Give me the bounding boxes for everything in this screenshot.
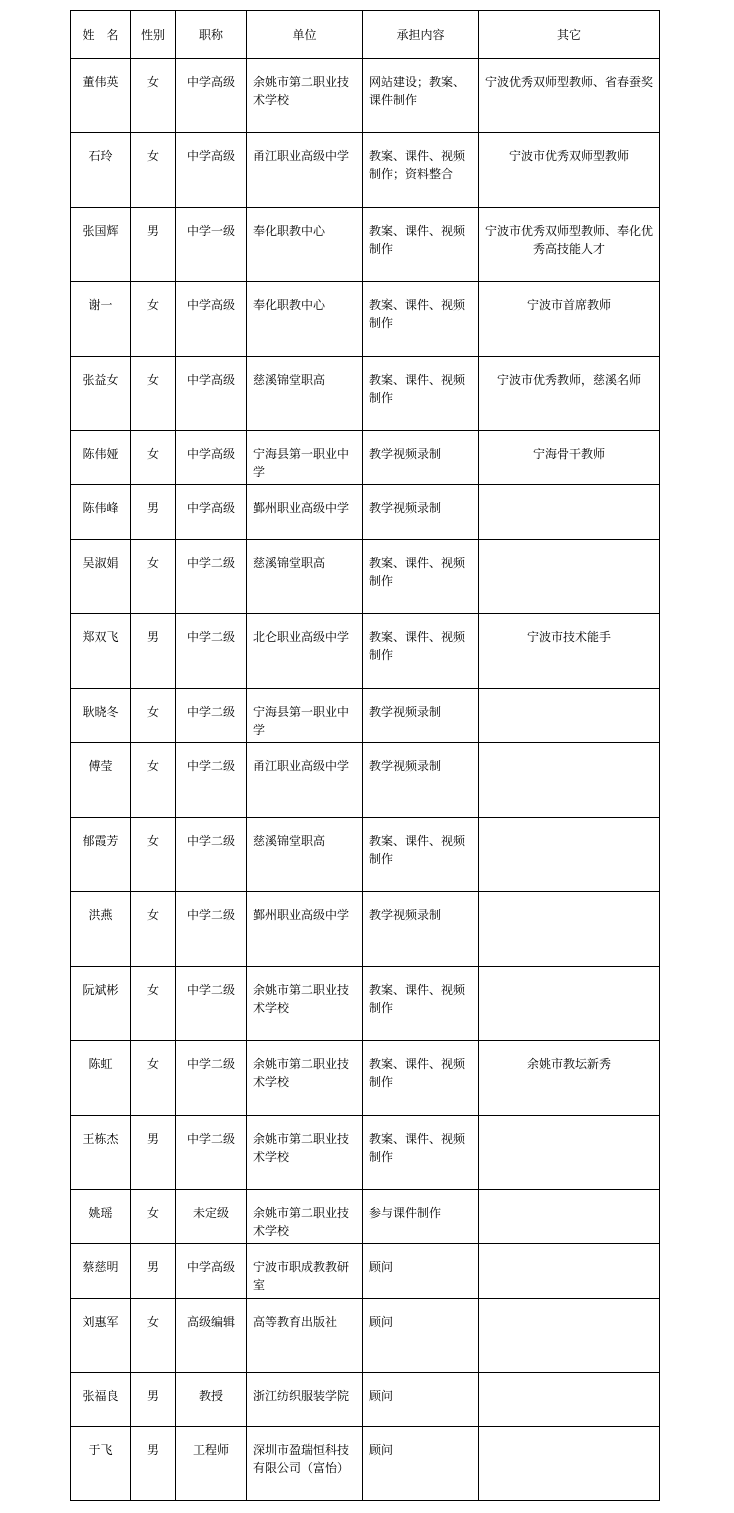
task-cell: 教案、课件、视频制作；资料整合 <box>363 133 479 208</box>
unit-cell: 余姚市第二职业技术学校 <box>247 1190 363 1244</box>
other-cell <box>479 967 660 1041</box>
table-row <box>71 1190 660 1244</box>
table-row <box>71 614 660 689</box>
other-cell: 宁波市优秀双师型教师、奉化优秀高技能人才 <box>479 208 660 282</box>
name-cell: 洪燕 <box>71 892 131 967</box>
other-cell <box>479 1244 660 1299</box>
table-row <box>71 133 660 208</box>
other-cell: 宁波市技术能手 <box>479 614 660 689</box>
task-cell: 顾问 <box>363 1427 479 1501</box>
name-cell: 王栋杰 <box>71 1116 131 1190</box>
task-cell: 教案、课件、视频制作 <box>363 208 479 282</box>
task-cell: 教案、课件、视频制作 <box>363 614 479 689</box>
title-cell: 中学高级 <box>176 357 247 431</box>
gender-cell: 女 <box>131 818 176 892</box>
task-cell: 教案、课件、视频制作 <box>363 967 479 1041</box>
task-cell: 教案、课件、视频制作 <box>363 1116 479 1190</box>
table-row <box>71 1373 660 1427</box>
table-row <box>71 818 660 892</box>
other-cell <box>479 892 660 967</box>
other-cell: 余姚市教坛新秀 <box>479 1041 660 1116</box>
unit-cell: 宁波市职成教教研室 <box>247 1244 363 1299</box>
header-unit: 单位 <box>247 11 363 59</box>
title-cell: 中学二级 <box>176 689 247 743</box>
gender-cell: 女 <box>131 431 176 485</box>
gender-cell: 男 <box>131 614 176 689</box>
unit-cell: 甬江职业高级中学 <box>247 743 363 818</box>
task-cell: 教学视频录制 <box>363 431 479 485</box>
name-cell: 谢一 <box>71 282 131 357</box>
table-row <box>71 743 660 818</box>
title-cell: 中学高级 <box>176 1244 247 1299</box>
gender-cell: 女 <box>131 540 176 614</box>
name-cell: 董伟英 <box>71 59 131 133</box>
table-row <box>71 282 660 357</box>
unit-cell: 北仑职业高级中学 <box>247 614 363 689</box>
header-row <box>71 11 660 59</box>
title-cell: 中学二级 <box>176 743 247 818</box>
title-cell: 教授 <box>176 1373 247 1427</box>
title-cell: 中学二级 <box>176 1116 247 1190</box>
table-row <box>71 59 660 133</box>
name-cell: 刘惠军 <box>71 1299 131 1373</box>
task-cell: 教学视频录制 <box>363 485 479 540</box>
unit-cell: 慈溪锦堂职高 <box>247 818 363 892</box>
title-cell: 中学二级 <box>176 967 247 1041</box>
title-cell: 中学二级 <box>176 892 247 967</box>
title-cell: 中学二级 <box>176 540 247 614</box>
other-cell: 宁波市优秀双师型教师 <box>479 133 660 208</box>
header-task: 承担内容 <box>363 11 479 59</box>
table-row <box>71 1299 660 1373</box>
task-cell: 网站建设；教案、课件制作 <box>363 59 479 133</box>
gender-cell: 男 <box>131 1427 176 1501</box>
task-cell: 参与课件制作 <box>363 1190 479 1244</box>
other-cell: 宁波市首席教师 <box>479 282 660 357</box>
task-cell: 教案、课件、视频制作 <box>363 282 479 357</box>
header-gender: 性别 <box>131 11 176 59</box>
task-cell: 顾问 <box>363 1299 479 1373</box>
table-row <box>71 208 660 282</box>
other-cell <box>479 1427 660 1501</box>
table-row <box>71 1116 660 1190</box>
name-cell: 石玲 <box>71 133 131 208</box>
gender-cell: 男 <box>131 1244 176 1299</box>
unit-cell: 宁海县第一职业中学 <box>247 431 363 485</box>
gender-cell: 女 <box>131 743 176 818</box>
name-cell: 傅莹 <box>71 743 131 818</box>
table-row <box>71 967 660 1041</box>
name-cell: 耿晓冬 <box>71 689 131 743</box>
unit-cell: 宁海县第一职业中学 <box>247 689 363 743</box>
other-cell <box>479 818 660 892</box>
name-cell: 姚瑶 <box>71 1190 131 1244</box>
title-cell: 中学高级 <box>176 133 247 208</box>
other-cell <box>479 1299 660 1373</box>
name-cell: 张国辉 <box>71 208 131 282</box>
title-cell: 中学二级 <box>176 1041 247 1116</box>
title-cell: 中学高级 <box>176 485 247 540</box>
staff-table <box>70 10 660 1501</box>
table-row <box>71 892 660 967</box>
table-row <box>71 1427 660 1501</box>
unit-cell: 深圳市盈瑞恒科技有限公司（富怡） <box>247 1427 363 1501</box>
unit-cell: 鄞州职业高级中学 <box>247 485 363 540</box>
gender-cell: 男 <box>131 208 176 282</box>
gender-cell: 男 <box>131 485 176 540</box>
unit-cell: 余姚市第二职业技术学校 <box>247 59 363 133</box>
gender-cell: 女 <box>131 1041 176 1116</box>
other-cell <box>479 540 660 614</box>
title-cell: 中学二级 <box>176 818 247 892</box>
title-cell: 中学一级 <box>176 208 247 282</box>
unit-cell: 余姚市第二职业技术学校 <box>247 1041 363 1116</box>
task-cell: 教案、课件、视频制作 <box>363 357 479 431</box>
table-row <box>71 540 660 614</box>
header-name: 姓 名 <box>71 11 131 59</box>
other-cell: 宁海骨干教师 <box>479 431 660 485</box>
task-cell: 教案、课件、视频制作 <box>363 1041 479 1116</box>
unit-cell: 浙江纺织服装学院 <box>247 1373 363 1427</box>
name-cell: 阮斌彬 <box>71 967 131 1041</box>
other-cell <box>479 485 660 540</box>
unit-cell: 甬江职业高级中学 <box>247 133 363 208</box>
other-cell: 宁波市优秀教师，慈溪名师 <box>479 357 660 431</box>
other-cell <box>479 1116 660 1190</box>
gender-cell: 女 <box>131 133 176 208</box>
name-cell: 于飞 <box>71 1427 131 1501</box>
header-other: 其它 <box>479 11 660 59</box>
task-cell: 教学视频录制 <box>363 689 479 743</box>
name-cell: 陈虹 <box>71 1041 131 1116</box>
unit-cell: 慈溪锦堂职高 <box>247 357 363 431</box>
gender-cell: 男 <box>131 1373 176 1427</box>
title-cell: 未定级 <box>176 1190 247 1244</box>
title-cell: 中学高级 <box>176 431 247 485</box>
title-cell: 工程师 <box>176 1427 247 1501</box>
other-cell <box>479 1373 660 1427</box>
task-cell: 顾问 <box>363 1373 479 1427</box>
task-cell: 教案、课件、视频制作 <box>363 818 479 892</box>
name-cell: 陈伟峰 <box>71 485 131 540</box>
unit-cell: 鄞州职业高级中学 <box>247 892 363 967</box>
name-cell: 郁霞芳 <box>71 818 131 892</box>
name-cell: 张福良 <box>71 1373 131 1427</box>
name-cell: 陈伟娅 <box>71 431 131 485</box>
gender-cell: 女 <box>131 59 176 133</box>
unit-cell: 高等教育出版社 <box>247 1299 363 1373</box>
unit-cell: 奉化职教中心 <box>247 208 363 282</box>
name-cell: 吴淑娟 <box>71 540 131 614</box>
title-cell: 高级编辑 <box>176 1299 247 1373</box>
table-row <box>71 1244 660 1299</box>
gender-cell: 女 <box>131 1299 176 1373</box>
title-cell: 中学高级 <box>176 282 247 357</box>
table-row <box>71 357 660 431</box>
table-row <box>71 689 660 743</box>
unit-cell: 慈溪锦堂职高 <box>247 540 363 614</box>
unit-cell: 奉化职教中心 <box>247 282 363 357</box>
gender-cell: 女 <box>131 282 176 357</box>
name-cell: 郑双飞 <box>71 614 131 689</box>
task-cell: 教案、课件、视频制作 <box>363 540 479 614</box>
header-title: 职称 <box>176 11 247 59</box>
task-cell: 教学视频录制 <box>363 892 479 967</box>
table-row <box>71 485 660 540</box>
other-cell: 宁波优秀双师型教师、省春蚕奖 <box>479 59 660 133</box>
name-cell: 张益女 <box>71 357 131 431</box>
table-row <box>71 431 660 485</box>
gender-cell: 女 <box>131 967 176 1041</box>
gender-cell: 女 <box>131 357 176 431</box>
other-cell <box>479 689 660 743</box>
other-cell <box>479 1190 660 1244</box>
title-cell: 中学高级 <box>176 59 247 133</box>
gender-cell: 女 <box>131 892 176 967</box>
gender-cell: 女 <box>131 1190 176 1244</box>
table-row <box>71 1041 660 1116</box>
unit-cell: 余姚市第二职业技术学校 <box>247 1116 363 1190</box>
unit-cell: 余姚市第二职业技术学校 <box>247 967 363 1041</box>
other-cell <box>479 743 660 818</box>
task-cell: 教学视频录制 <box>363 743 479 818</box>
gender-cell: 男 <box>131 1116 176 1190</box>
task-cell: 顾问 <box>363 1244 479 1299</box>
gender-cell: 女 <box>131 689 176 743</box>
title-cell: 中学二级 <box>176 614 247 689</box>
name-cell: 蔡慈明 <box>71 1244 131 1299</box>
